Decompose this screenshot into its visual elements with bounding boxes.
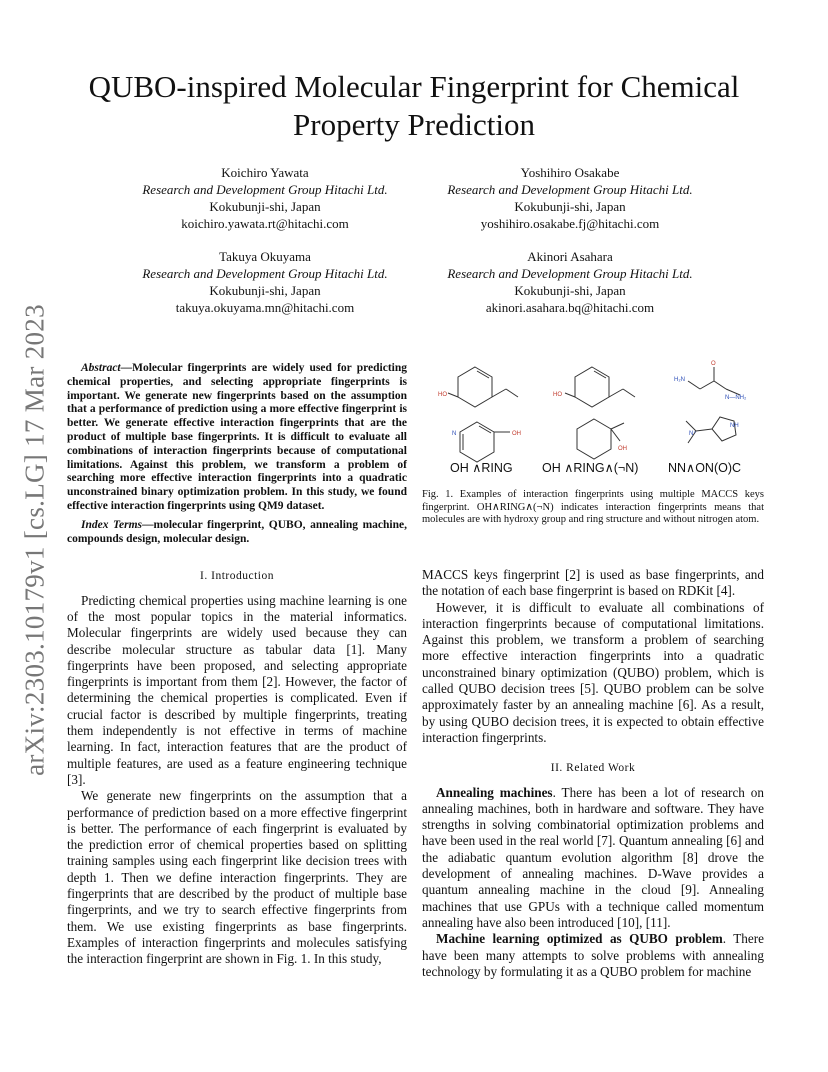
- author-location: Kokubunji-shi, Japan: [514, 199, 626, 214]
- intro-paragraph-1: Predicting chemical properties using machine learning is one of the most popular topics in the material informatics. Molecular fingerprints are widely used because they can describe molecular structure as tabular data [1]. Many fingerprints have been proposed, and selecting appropriate fingerprints is important from them [2]. However, the factor of determining the chemical properties is complicated. Even if crucial factor is described by multiple fingerprints, treating them independently is not effective in terms of machine learning. In fact, interaction features that are the product of multiple features, are used as a feature engineering technique [3].: [67, 592, 407, 787]
- molecule-pyridine: [460, 422, 510, 462]
- author-email: yoshihiro.osakabe.fj@hitachi.com: [480, 216, 660, 231]
- arxiv-sidebar: [19, 304, 50, 776]
- left-column: [67, 362, 407, 967]
- intro-paragraph-2: We generate new fingerprints on the assumption that a performance of prediction based on a more effective fingerprint is better. The performance of each fingerprint is evaluated by the prediction error of chemical properties based on splitting training samples using each fingerprint like decision trees with depth 1. Then we define interaction fingerprints. They are fingerprints that are described by the product of multiple base fingerprints, and we try to search effective fingerprints from them. We use existing fingerprints as base fingerprints. Examples of interaction fingerprints and molecules satisfying the interaction fingerprint are shown in Fig. 1. In this study,: [67, 788, 407, 967]
- author-name: Akinori Asahara: [527, 249, 613, 264]
- author-affiliation: Research and Development Group Hitachi Ltd.: [447, 266, 693, 281]
- author-block-1: [115, 164, 415, 232]
- author-location: Kokubunji-shi, Japan: [514, 283, 626, 298]
- index-terms-text: —molecular fingerprint, QUBO, annealing machine, compounds design, molecular design.: [67, 518, 407, 545]
- author-name: Takuya Okuyama: [219, 249, 311, 264]
- abstract-text: —Molecular fingerprints are widely used for predicting chemical properties, and selecting appropriate fingerprints is important. We generate new fingerprints based on the assumption that a performance of prediction using a more effective fingerprint is better. We generate effective interaction fingerprints that are the product of multiple base fingerprints. It is difficult to evaluate all combinations of interaction fingerprints because of computational limitations. Against this problem, we transform a problem of searching more effective interaction fingerprints into a quadratic unconstrained binary optimization problem. In this study, we found effective interaction fingerprints using QM9 dataset.: [67, 362, 407, 512]
- author-affiliation: Research and Development Group Hitachi Ltd.: [142, 182, 388, 197]
- molecule-oxane: [577, 419, 624, 459]
- section-heading-introduction: I. Introduction: [200, 570, 274, 583]
- index-terms: [67, 519, 407, 547]
- right-column: [422, 567, 764, 980]
- related-work-text-2: . There have been many attempts to solve problems with annealing technology by formulating it as a QUBO problem for machine: [422, 931, 764, 979]
- fig-label-oh-ring: OH ∧RING: [450, 461, 513, 475]
- author-name: Koichiro Yawata: [221, 165, 309, 180]
- related-work-text-1: . There has been a lot of research on annealing machines, both in hardware and software. They have strengths in solving combinatorial optimization problems and have been used in the real world [7]. Quantum annealing [6] and the adiabatic quantum evolution algorithm [8] drove the development of annealing machines. D-Wave provides a quantum annealing machine in the cloud [9]. Annealing machines that use GPUs with a technique called momentum annealing have also been introduced [10], [11].: [422, 784, 764, 930]
- right-paragraph-2: However, it is difficult to evaluate all combinations of interaction fingerprints because of computational limitations. Against this problem, we transform a problem of searching more effective interaction fingerprints into a quadratic unconstrained binary optimization (QUBO) problem, which is called QUBO decision trees [5]. QUBO problem can be solve approximately faster by an annealing machine [6]. As a result, by using QUBO decision trees, it is expected to obtain effective interaction fingerprints.: [422, 599, 764, 745]
- atom-label-nplus: N⁺: [689, 431, 697, 437]
- atom-label-oh: OH: [618, 446, 627, 452]
- fig-label-nn-on: NN∧ON(O)C: [668, 461, 742, 475]
- author-block-2: [420, 164, 720, 232]
- atom-label-nh: NH: [730, 423, 739, 429]
- author-email: koichiro.yawata.rt@hitachi.com: [181, 216, 349, 231]
- abstract: [67, 362, 407, 514]
- author-location: Kokubunji-shi, Japan: [209, 199, 321, 214]
- atom-label-n: N: [452, 431, 457, 437]
- related-work-paragraph-2: [422, 931, 764, 980]
- right-paragraph-1: MACCS keys fingerprint [2] is used as base fingerprints, and the notation of each base fingerprint is based on RDKit [4].: [422, 567, 764, 599]
- arxiv-identifier: arXiv:2303.10179v1 [cs.LG] 17 Mar 2023: [19, 304, 50, 776]
- paper-title: QUBO-inspired Molecular Fingerprint for Chemical Property Prediction: [88, 69, 740, 142]
- atom-label-oh: OH: [512, 431, 521, 437]
- molecule-pyran-2: [565, 367, 635, 407]
- author-email: takuya.okuyama.mn@hitachi.com: [175, 300, 355, 315]
- fig-label-oh-ring-not-n: OH ∧RING∧(¬N): [542, 461, 639, 475]
- author-email: akinori.asahara.bq@hitachi.com: [485, 300, 655, 315]
- related-work-topic-annealing: Annealing machines: [436, 784, 553, 800]
- author-block-3: [115, 248, 415, 316]
- figure-1: [430, 355, 765, 480]
- index-terms-label: Index Terms: [81, 518, 143, 531]
- molecule-pyran-1: [448, 367, 518, 407]
- atom-label-o: O: [711, 361, 716, 367]
- atom-label-ho: HO: [553, 392, 562, 398]
- author-block-4: [420, 248, 720, 316]
- atom-label-ho: HO: [438, 392, 447, 398]
- related-work-topic-ml-qubo: Machine learning optimized as QUBO problem: [436, 931, 723, 947]
- abstract-label: Abstract: [81, 362, 121, 374]
- author-affiliation: Research and Development Group Hitachi Ltd.: [447, 182, 693, 197]
- figure-caption: Fig. 1. Examples of interaction fingerprints using multiple MACCS keys fingerprint. OH∧RING∧(¬N) indicates interaction fingerprints means that molecules are with hydroxy group and ring structure and without nitrogen atom.: [422, 489, 764, 526]
- molecule-pyrazole: [686, 417, 736, 443]
- atom-label-nh2: N—NH₂: [725, 395, 747, 401]
- author-affiliation: Research and Development Group Hitachi Ltd.: [142, 266, 388, 281]
- author-location: Kokubunji-shi, Japan: [209, 283, 321, 298]
- molecule-amidine: [688, 367, 740, 395]
- section-heading-related-work: II. Related Work: [550, 762, 636, 775]
- atom-label-h2n: H₂N: [674, 377, 685, 383]
- author-name: Yoshihiro Osakabe: [520, 165, 620, 180]
- related-work-paragraph-1: [422, 785, 764, 932]
